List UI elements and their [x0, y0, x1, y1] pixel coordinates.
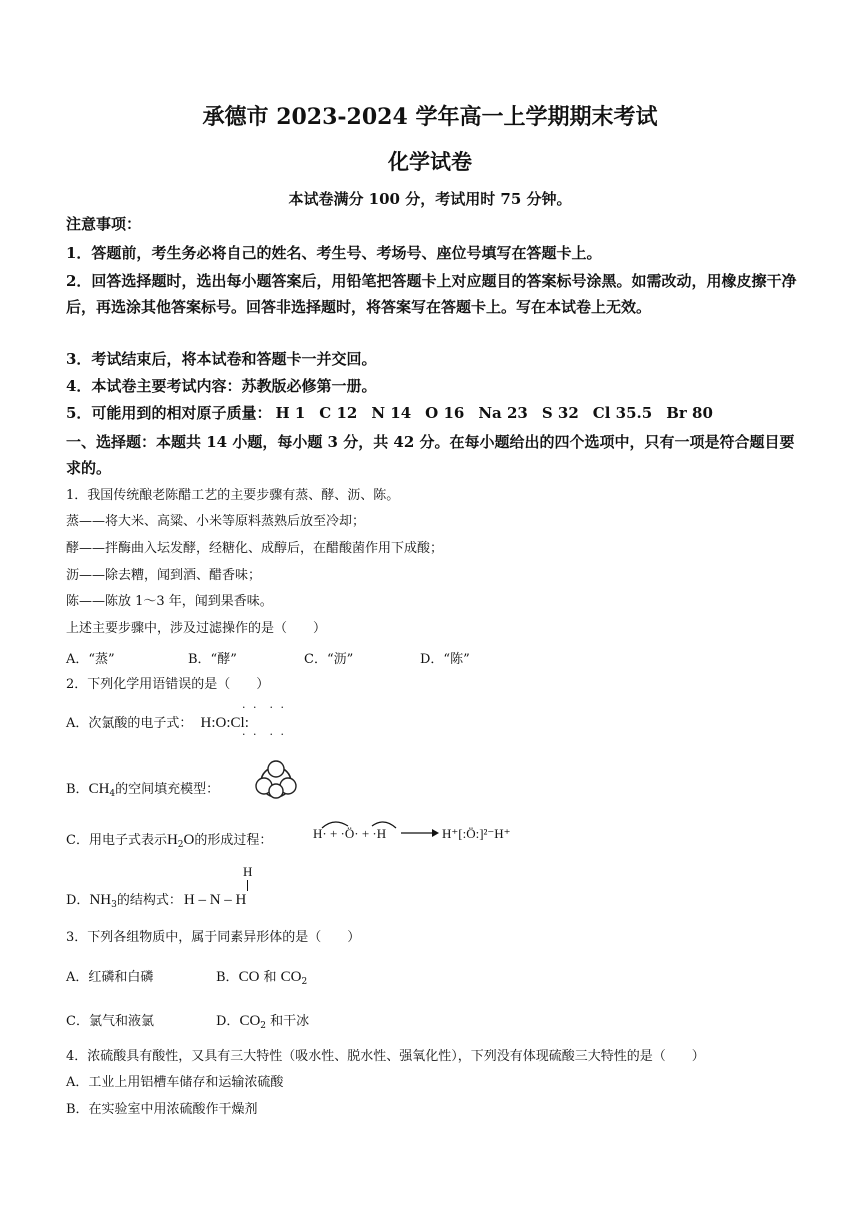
notice-item-3: 3．考试结束后，将本试卷和答题卡一并交回。 — [66, 350, 377, 368]
atomic-masses-label: 5．可能用到的相对原子质量： — [66, 404, 272, 422]
electron-dots-top: · · · · — [242, 701, 286, 714]
electron-transfer-arcs-icon — [312, 816, 402, 830]
mass-n: N 14 — [371, 404, 412, 422]
section-heading: 一、选择题：本题共 14 小题，每小题 3 分，共 42 分。在每小题给出的四个选项中，只有一项是符合题目要求的。 — [66, 433, 795, 477]
notice-item-1: 1．答题前，考生务必将自己的姓名、考生号、考场号、座位号填写在答题卡上。 — [66, 244, 602, 262]
mass-o: O 16 — [425, 404, 465, 422]
mass-h: H 1 — [275, 404, 306, 422]
q2-option-c-suffix: 的形成过程： — [194, 833, 273, 848]
q2-option-b-suffix: 的空间填充模型： — [115, 782, 220, 797]
exam-title: 承德市 2023-2024 学年高一上学期期末考试 — [202, 104, 658, 130]
q3-option-a: A．红磷和白磷 — [66, 970, 154, 985]
q1-option-d: D．“陈” — [420, 652, 470, 667]
mass-c: C 12 — [319, 404, 358, 422]
q3-option-c: C．氯气和液氯 — [66, 1014, 154, 1029]
q1-line-2: 酵——拌酶曲入坛发酵，经糖化、成醇后，在醋酸菌作用下成酸； — [66, 541, 444, 556]
h2o-formation-left: H· + ·Ö· + ·H — [313, 826, 387, 841]
h2o-formula-h: H — [166, 832, 178, 848]
q2-option-c-label: C．用电子式表示 — [66, 833, 167, 848]
ch4-subscript: 4 — [109, 789, 116, 799]
co-formula: CO — [238, 969, 260, 985]
q1-line-4: 陈——陈放 1～3 年，闻到果香味。 — [66, 594, 273, 609]
co2-formula: CO — [280, 969, 302, 985]
co2-formula-d: CO — [239, 1013, 261, 1029]
q2-stem: 2．下列化学用语错误的是（ ） — [66, 677, 270, 692]
q2-option-b — [66, 780, 219, 803]
q1-option-a: A．“蒸” — [66, 652, 115, 667]
q2-option-a-label: A．次氯酸的电子式： — [66, 716, 193, 731]
exam-subject: 化学试卷 — [388, 149, 472, 174]
q3-option-d — [216, 1010, 309, 1031]
mass-cl: Cl 35.5 — [592, 404, 653, 422]
q2-option-d-prefix: D． — [66, 893, 90, 908]
q3-option-b — [216, 966, 307, 987]
nh3-structural-formula: H – N – H — [183, 892, 247, 908]
mass-na: Na 23 — [478, 404, 528, 422]
q3-option-d-prefix: D． — [216, 1014, 240, 1029]
exam-score-note: 本试卷满分 100 分，考试用时 75 分钟。 — [288, 190, 572, 208]
h2o-formula-o: O — [183, 832, 195, 848]
atomic-masses — [66, 402, 727, 424]
nh3-subscript: 3 — [111, 900, 117, 910]
q1-line-3: 沥——除去糟，闻到酒、醋香味； — [66, 568, 262, 583]
q1-line-1: 蒸——将大米、高粱、小米等原料蒸熟后放至冷却； — [66, 514, 366, 529]
nh3-formula: NH — [89, 892, 112, 908]
q3-stem: 3．下列各组物质中，属于同素异形体的是（ ） — [66, 930, 361, 945]
q2-option-c — [66, 831, 272, 854]
notice-heading: 注意事项： — [66, 215, 142, 233]
nh3-vertical-bond — [247, 880, 248, 891]
q2-option-d — [66, 891, 246, 914]
nh3-top-h: H — [243, 864, 253, 879]
notice-item-4: 4．本试卷主要考试内容：苏教版必修第一册。 — [66, 377, 377, 395]
q4-option-b: B．在实验室中用浓硫酸作干燥剂 — [66, 1102, 258, 1117]
co2-subscript-d: 2 — [260, 1021, 267, 1031]
q4-option-a: A．工业上用铝槽车储存和运输浓硫酸 — [66, 1075, 284, 1090]
q3-option-b-prefix: B． — [216, 970, 239, 985]
h2o-formation-right: H⁺[:Ö:]²⁻H⁺ — [442, 826, 511, 841]
q2-option-d-suffix: 的结构式： — [116, 893, 182, 908]
ch4-space-filling-model-icon — [252, 760, 300, 800]
q2-option-b-prefix: B． — [66, 782, 89, 797]
q3-option-d-suffix: 和干冰 — [266, 1014, 310, 1029]
electron-dots-bottom: · · · · — [242, 728, 286, 741]
notice-item-2: 2．回答选择题时，选出每小题答案后，用铅笔把答题卡上对应题目的答案标号涂黑。如需改动，用橡皮擦干净后，再选涂其他答案标号。回答非选择题时，将答案写在答题卡上。写在本试卷上无效。 — [66, 272, 797, 316]
q1-option-c: C．“沥” — [304, 652, 354, 667]
ch4-formula: CH — [88, 781, 110, 797]
q1-stem: 1．我国传统酿老陈醋工艺的主要步骤有蒸、酵、沥、陈。 — [66, 488, 400, 503]
mass-br: Br 80 — [666, 404, 713, 422]
q1-question: 上述主要步骤中，涉及过滤操作的是（ ） — [66, 621, 327, 636]
q1-option-b: B．“酵” — [188, 652, 237, 667]
q3-option-b-and: 和 — [259, 970, 281, 985]
co2-subscript: 2 — [301, 977, 308, 987]
reaction-arrow-icon — [400, 828, 440, 838]
mass-s: S 32 — [541, 404, 579, 422]
q2-option-a — [66, 714, 249, 733]
q4-stem: 4．浓硫酸具有酸性，又具有三大特性（吸水性、脱水性、强氧化性），下列没有体现硫酸三大特性的是（ ） — [66, 1049, 705, 1064]
h2o-subscript: 2 — [177, 840, 184, 850]
hclo-electron-formula: H:O:Cl: — [200, 715, 249, 731]
